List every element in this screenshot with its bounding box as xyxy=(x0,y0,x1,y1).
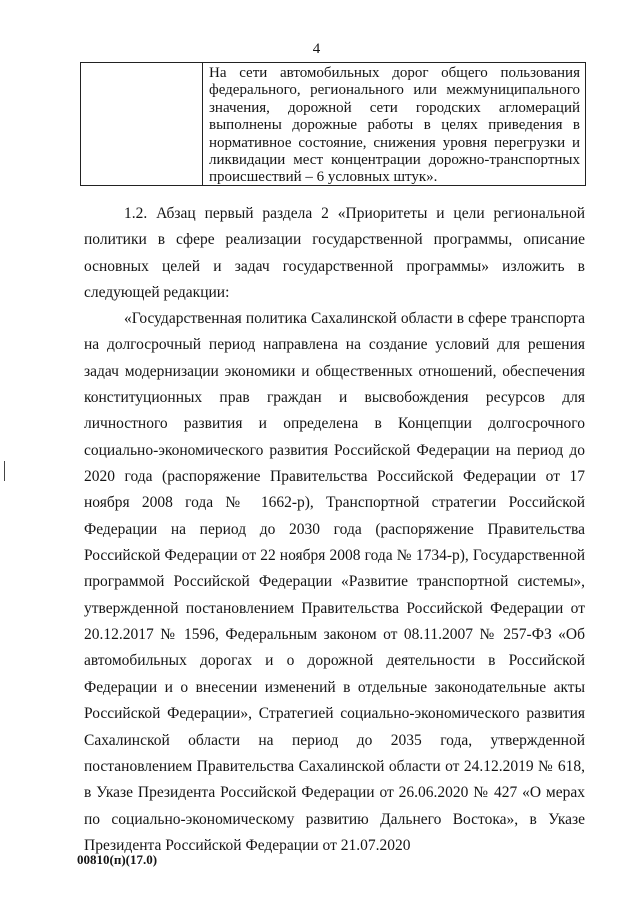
paragraph-text: «Государственная политика Сахалинской области в сфере транспорта на долгосрочный период направлена на создание условий для решения задач модернизации экономики и общественных отношений, обеспечения конституционных прав граждан и высвобождения ресурсов для личностного развития и определена в Концепции долгосрочного социально-экономического развития Российской Федерации на период до 2020 года (распоряжение Правительства Российской Федерации от 17 ноября 2008 года № 1662-р), Транспортной стратегии Российской Федерации на период до 2030 года (распоряжение Правительства Российской Федерации от 22 ноября 2008 года № 1734-р), Государственной программой Российской Федерации «Развитие транспортной системы», утвержденной постановлением Правительства Российской Федерации от 20.12.2017 № 1596, Федеральным законом от 08.11.2007 № 257-ФЗ «Об автомобильных дорогах и о дорожной деятельности в Российской Федерации и о внесении изменений в отдельные законодательные акты Российской Федерации», Стратегией социально-экономического развития Сахалинской области на период до 2035 года, утвержденной постановлением Правительства Сахалинской области от 24.12.2019 № 618, в Указе Президента Российской Федерации от 26.06.2020 № 427 «О мерах по социально-экономическому развитию Дальнего Востока», в Указе Президента Российской Федерации от 21.07.2020 xyxy=(84,310,585,854)
document-code: 00810(п)(17.0) xyxy=(77,852,158,867)
paragraph-state-policy xyxy=(84,306,585,859)
page-number: 4 xyxy=(312,41,321,57)
margin-scan-mark xyxy=(4,461,5,481)
table-column-divider xyxy=(202,63,203,185)
table-right-cell: На сети автомобильных дорог общего пользования федерального, регионального или межмуниципального значения, дорожной сети городских агломераций выполнены дорожные работы в целях приведения в нормативное состояние, снижения уровня перегрузки и ликвидации мест концентрации дорожно-транспортных происшествий – 6 условных штук». xyxy=(209,65,580,186)
indicator-table xyxy=(80,62,586,186)
paragraph-amendment-1-2 xyxy=(84,201,585,306)
paragraph-text: 1.2. Абзац первый раздела 2 «Приоритеты и цели региональной политики в сфере реализации государственной программы, описание основных целей и задач государственной программы» изложить в следующей редакции: xyxy=(84,205,585,302)
